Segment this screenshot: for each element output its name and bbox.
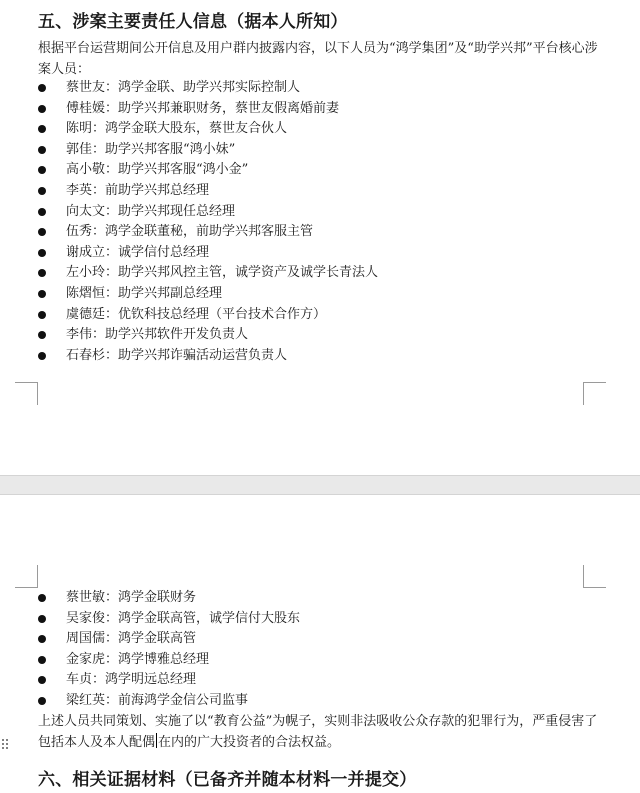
person-entry-text: 李伟：助学兴邦软件开发负责人	[66, 327, 249, 343]
person-list-item	[38, 202, 598, 223]
person-list-item	[38, 78, 598, 99]
person-list-item	[38, 588, 598, 609]
person-list-item	[38, 650, 598, 671]
person-list-item	[38, 119, 598, 140]
person-entry-text: 郭佳：助学兴邦客服“鸿小妹”	[66, 141, 236, 157]
drag-handle-icon[interactable]	[1, 738, 9, 750]
person-entry-text: 蔡世友：鸿学金联、助学兴邦实际控制人	[66, 80, 301, 95]
section5-intro: 根据平台运营期间公开信息及用户群内披露内容，以下人员为“鸿学集团”及“助学兴邦”平台核心涉案人员：	[38, 41, 598, 77]
person-list-item	[38, 629, 598, 650]
bullet-icon	[38, 352, 46, 360]
person-list-item	[38, 305, 598, 326]
person-entry-text: 陈熠恒：助学兴邦副总经理	[66, 285, 223, 301]
person-entry-text: 蔡世敏：鸿学金联财务	[66, 590, 197, 605]
person-list-item	[38, 99, 598, 120]
section6-heading: 六、相关证据材料（已备齐并随本材料一并提交）	[38, 770, 417, 790]
bullet-icon	[38, 656, 46, 664]
person-entry-text: 虞德廷：优钦科技总经理（平台技术合作方）	[66, 306, 327, 322]
bullet-icon	[38, 635, 46, 643]
bullet-icon	[38, 290, 46, 298]
person-entry-text: 谢成立：诚学信付总经理	[66, 244, 210, 260]
person-entry-text: 吴家俊：鸿学金联高管，诚学信付大股东	[66, 610, 301, 626]
person-entry-text: 向太文：助学兴邦现任总经理	[66, 203, 236, 219]
bullet-icon	[38, 697, 46, 705]
page-corner-mark	[15, 382, 38, 405]
conclusion-paragraph[interactable]	[38, 711, 598, 753]
bullet-icon	[38, 594, 46, 602]
bullet-icon	[38, 187, 46, 195]
person-entry-text: 傅桂媛：助学兴邦兼职财务，蔡世友假离婚前妻	[66, 100, 340, 116]
section5-heading: 五、涉案主要责任人信息（据本人所知）	[38, 12, 348, 32]
conclusion-text-before: 上述人员共同策划、实施了以“教育公益”为幌子，实则非法吸收公众存款的犯罪行为，严重侵害了包括本人及本人配偶	[38, 714, 598, 750]
page-separator	[0, 475, 640, 495]
bullet-icon	[38, 105, 46, 113]
person-list-item	[38, 243, 598, 264]
bullet-icon	[38, 84, 46, 92]
bullet-icon	[38, 249, 46, 257]
person-list-item	[38, 325, 598, 346]
bullet-icon	[38, 125, 46, 133]
person-entry-text: 伍秀：鸿学金联董秘，前助学兴邦客服主管	[66, 224, 314, 240]
person-list-item	[38, 181, 598, 202]
bullet-icon	[38, 676, 46, 684]
page-corner-mark	[583, 382, 606, 405]
person-entry-text: 高小敬：助学兴邦客服“鸿小金”	[66, 162, 249, 178]
page-corner-mark	[15, 565, 38, 588]
bullet-icon	[38, 331, 46, 339]
person-entry-text: 金家虎：鸿学博雅总经理	[66, 651, 210, 667]
page-corner-mark	[583, 565, 606, 588]
person-list-item	[38, 691, 598, 712]
person-list-item	[38, 346, 598, 367]
person-list-item	[38, 284, 598, 305]
person-list-item	[38, 140, 598, 161]
person-entry-text: 周国儒：鸿学金联高管	[66, 631, 197, 647]
person-list-item	[38, 160, 598, 181]
person-entry-text: 左小玲：助学兴邦风控主管，诚学资产及诚学长青法人	[66, 265, 379, 281]
person-entry-text: 陈明：鸿学金联大股东，蔡世友合伙人	[66, 121, 288, 137]
bullet-icon	[38, 166, 46, 174]
bullet-icon	[38, 146, 46, 154]
bullet-icon	[38, 208, 46, 216]
bullet-icon	[38, 311, 46, 319]
bullet-icon	[38, 615, 46, 623]
person-list-item	[38, 609, 598, 630]
responsible-persons-list-continued	[38, 588, 598, 712]
person-entry-text: 梁红英：前海鸿学金信公司监事	[66, 692, 249, 708]
responsible-persons-list	[38, 78, 598, 366]
bullet-icon	[38, 228, 46, 236]
person-entry-text: 李英：前助学兴邦总经理	[66, 182, 210, 198]
person-entry-text: 车贞：鸿学明远总经理	[66, 672, 197, 688]
person-list-item	[38, 263, 598, 284]
bullet-icon	[38, 269, 46, 277]
person-list-item	[38, 670, 598, 691]
text-cursor	[156, 733, 157, 748]
person-list-item	[38, 222, 598, 243]
person-entry-text: 石春杉：助学兴邦诈骗活动运营负责人	[66, 347, 288, 363]
conclusion-text-after: 在内的广大投资者的合法权益。	[158, 735, 341, 750]
